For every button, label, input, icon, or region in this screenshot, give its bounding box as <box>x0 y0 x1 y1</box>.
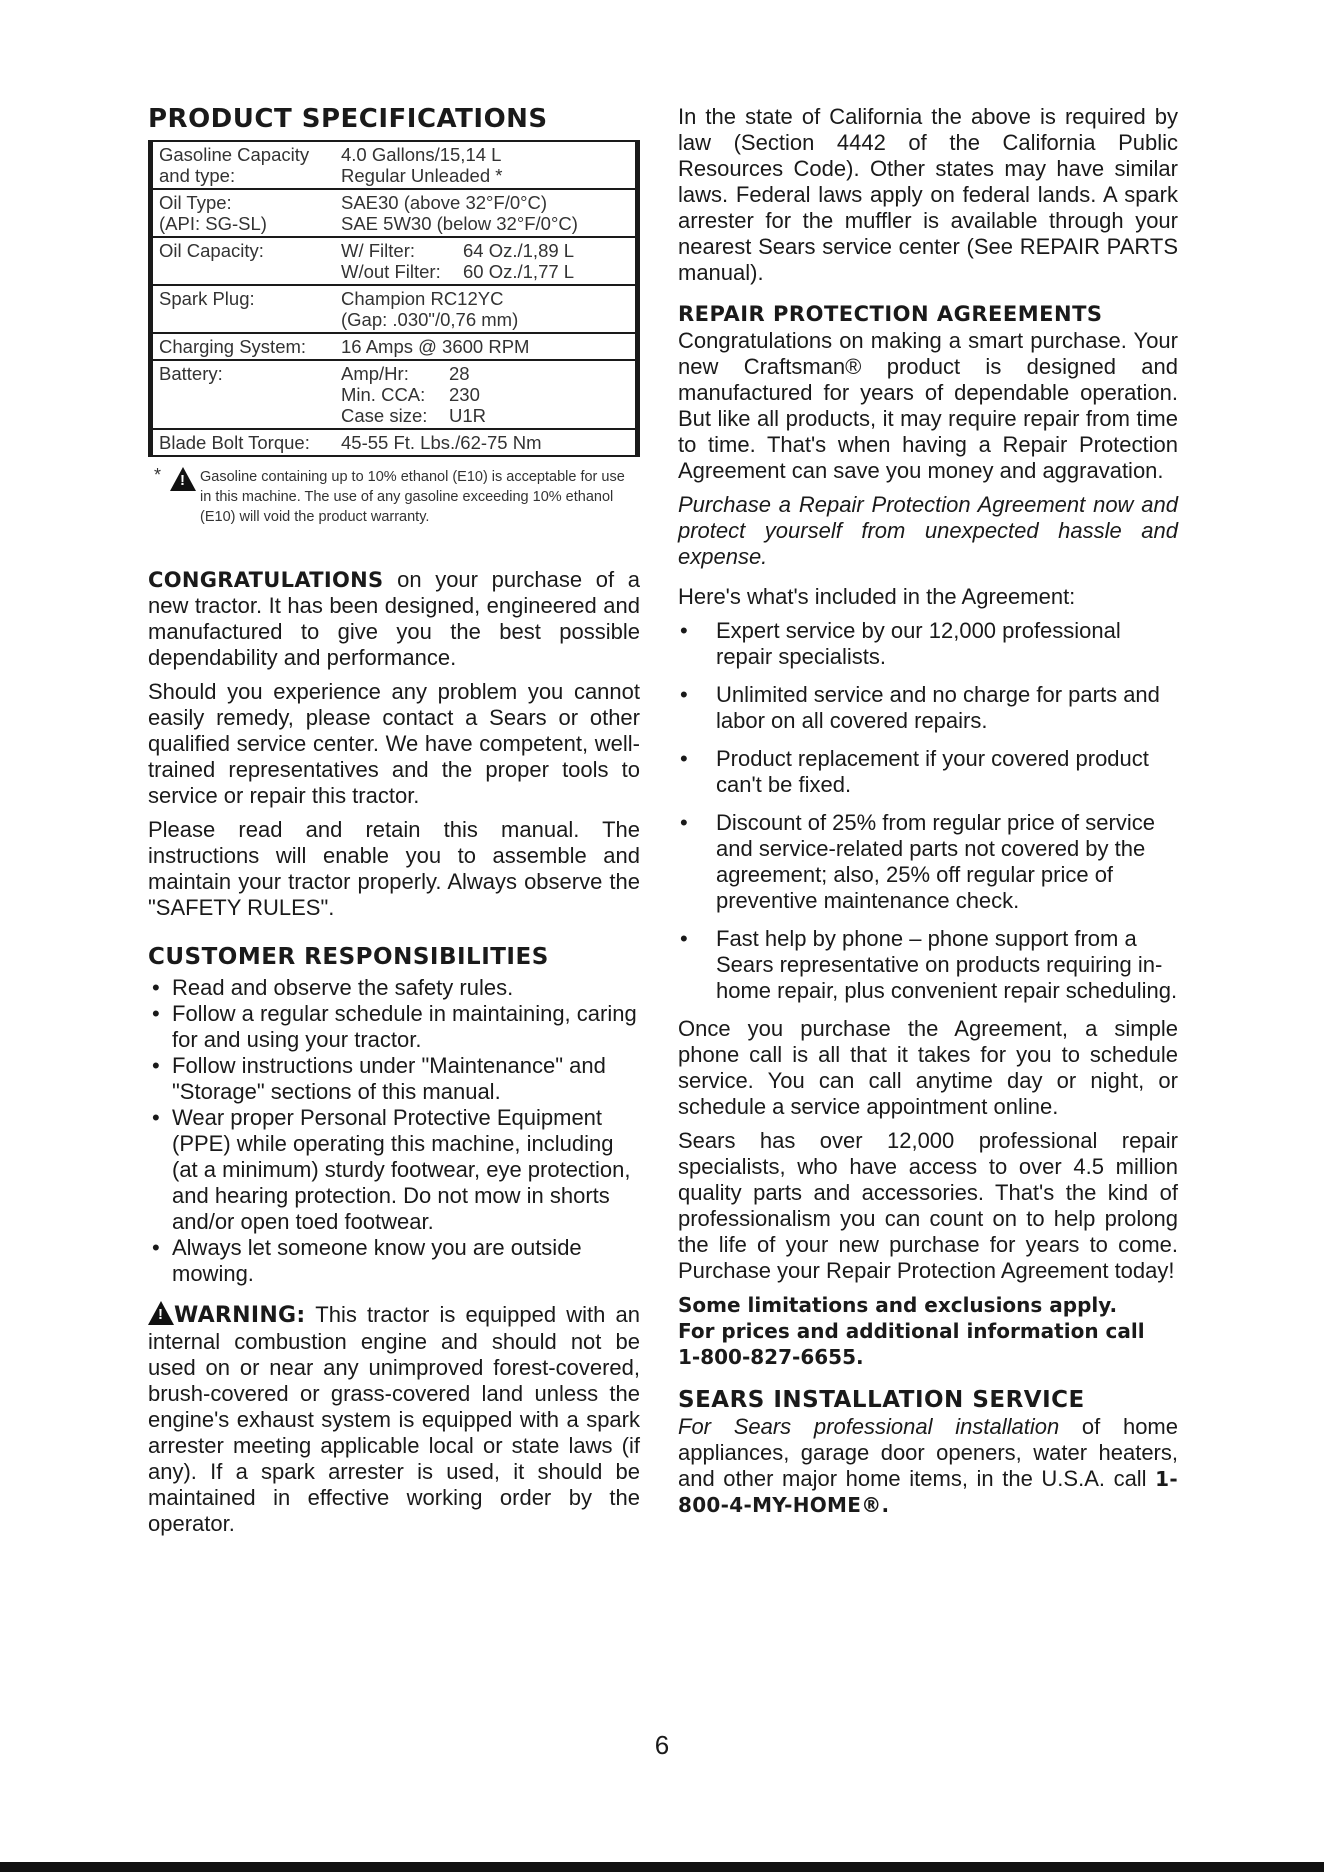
installation-service-heading: SEARS INSTALLATION SERVICE <box>678 1387 1085 1413</box>
responsibilities-list <box>148 975 640 1287</box>
list-item: • Discount of 25% from regular price of service and service-related parts not covered by the agreement; also, 25% off regular price of preventive maintenance check. <box>678 810 1178 914</box>
list-item: • Unlimited service and no charge for parts and labor on all covered repairs. <box>678 682 1178 734</box>
spec-value: (Gap: .030"/0,76 mm) <box>341 309 519 330</box>
congratulations-paragraph: CONGRATULATIONS on your purchase of a new tractor. It has been designed, engineered and manufactured to give you the best possible dependability and performance. <box>148 567 640 670</box>
spec-label: Gasoline Capacity <box>159 144 310 165</box>
spec-row-battery <box>151 360 638 429</box>
spec-value: SAE30 (above 32°F/0°C) <box>341 192 548 213</box>
spec-value: SAE 5W30 (below 32°F/0°C) <box>341 213 578 234</box>
service-center-paragraph: Should you experience any problem you cannot easily remedy, please contact a Sears or other qualified service center. We have competent, well-trained representatives and the proper tools to service or repair this tractor. <box>148 679 640 808</box>
list-item: • Product replacement if your covered product can't be fixed. <box>678 746 1178 798</box>
agreement-benefits-list <box>678 618 1178 1004</box>
spec-key: Min. CCA: <box>341 384 426 405</box>
spec-row-charging <box>151 333 638 360</box>
spec-row-blade-torque <box>151 429 638 456</box>
spec-value: Regular Unleaded * <box>341 165 503 186</box>
spec-key: W/ Filter: <box>341 240 415 261</box>
spec-value: 60 Oz./1,77 L <box>463 261 575 282</box>
list-item: • Read and observe the safety rules. <box>148 975 640 1001</box>
list-item: • Follow a regular schedule in maintaining, caring for and using your tractor. <box>148 1001 640 1053</box>
right-column <box>678 104 1178 1518</box>
spec-row-spark-plug <box>151 285 638 333</box>
spec-value: 16 Amps @ 3600 RPM <box>341 336 530 357</box>
spec-value: U1R <box>449 405 487 426</box>
left-column <box>148 104 640 1537</box>
spec-key: Amp/Hr: <box>341 363 409 384</box>
product-specifications-heading: PRODUCT SPECIFICATIONS <box>148 104 548 134</box>
spec-key: Case size: <box>341 405 428 426</box>
warning-triangle-icon <box>148 1301 174 1325</box>
spec-label: Battery: <box>159 363 223 384</box>
spec-value: 28 <box>449 363 470 384</box>
list-item: • Wear proper Personal Protective Equipment (PPE) while operating this machine, including (at a minimum) sturdy footwear, eye protection, and hearing protection. Do not mow in shorts and/or open toed footwear. <box>148 1105 640 1235</box>
repair-protection-heading: REPAIR PROTECTION AGREEMENTS <box>678 302 1103 326</box>
list-item: • Always let someone know you are outside mowing. <box>148 1235 640 1287</box>
spec-label: Charging System: <box>159 336 307 357</box>
spec-table <box>148 140 640 457</box>
page-number: 6 <box>654 1730 670 1760</box>
spec-label: Blade Bolt Torque: <box>159 432 310 453</box>
spec-label: and type: <box>159 165 236 186</box>
warning-paragraph: !WARNING: This tractor is equipped with an internal combustion engine and should not be used on or near any unimproved forest-covered, brush-covered or grass-covered land unless the engine's exhaust system is equipped with a spark arrester meeting applicable local or state laws (if any). If a spark arrester is used, it should be maintained in effective working order by the operator. <box>148 1301 640 1537</box>
rpa-italic-paragraph: Purchase a Repair Protection Agreement now and protect yourself from unexpected hassle and expense. <box>678 492 1178 569</box>
schedule-service-paragraph: Once you purchase the Agreement, a simple phone call is all that it takes for you to schedule service. You can call anytime day or night, or schedule a service appointment online. <box>678 1016 1178 1119</box>
sears-specialists-paragraph: Sears has over 12,000 professional repair specialists, who have access to over 4.5 million quality parts and accessories. That's the kind of professionalism you can count on to help prolong the life of your new purchase for years to come. Purchase your Repair Protection Agreement today! <box>678 1128 1178 1283</box>
footnote-asterisk: * <box>154 465 162 485</box>
spec-value: 230 <box>449 384 480 405</box>
spec-value: 45-55 Ft. Lbs./62-75 Nm <box>341 432 542 453</box>
read-manual-paragraph: Please read and retain this manual. The instructions will enable you to assemble and maintain your tractor properly. Always observe the "SAFETY RULES". <box>148 817 640 920</box>
list-item: • Expert service by our 12,000 professional repair specialists. <box>678 618 1178 670</box>
bottom-rule <box>0 1862 1324 1872</box>
spec-label: Oil Capacity: <box>159 240 264 261</box>
spec-key: W/out Filter: <box>341 261 441 282</box>
prices-info-text: For prices and additional information call <box>678 1319 1145 1343</box>
ethanol-note-text: Gasoline containing up to 10% ethanol (E10) is acceptable for use in this machine. The use of any gasoline exceeding 10% ethanol (E10) will void the product warranty. <box>200 469 625 525</box>
spec-label: (API: SG-SL) <box>159 213 267 234</box>
rpa-intro-paragraph: Congratulations on making a smart purchase. Your new Craftsman® product is designed and manufactured for years of dependable operation. But like all products, it may require repair from time to time. That's when having a Repair Protection Agreement can save you money and aggravation. <box>678 328 1178 483</box>
spec-label: Oil Type: <box>159 192 232 213</box>
installation-phone: 1-800-4-MY-HOME®. <box>678 1467 1178 1517</box>
spec-row-oil-type <box>151 189 638 237</box>
list-item: • Follow instructions under "Maintenance" and "Storage" sections of this manual. <box>148 1053 640 1105</box>
spec-row-oil-capacity <box>151 237 638 285</box>
rpa-included-paragraph: Here's what's included in the Agreement: <box>678 584 1076 609</box>
spec-value: 64 Oz./1,89 L <box>463 240 575 261</box>
spec-value: Champion RC12YC <box>341 288 504 309</box>
list-item: • Fast help by phone – phone support from a Sears representative on products requiring in-home repair, plus convenient repair scheduling. <box>678 926 1178 1004</box>
customer-responsibilities-heading: CUSTOMER RESPONSIBILITIES <box>148 944 549 970</box>
california-paragraph: In the state of California the above is required by law (Section 4442 of the California Public Resources Code). Other states may have similar laws. Federal laws apply on federal lands. A spark arrester for the muffler is available through your nearest Sears service center (See REPAIR PARTS manual). <box>678 104 1178 285</box>
warning-triangle-icon <box>170 467 196 491</box>
limitations-text: Some limitations and exclusions apply. <box>678 1293 1118 1317</box>
installation-paragraph: For Sears professional installation of home appliances, garage door openers, water heaters, and other major home items, in the U.S.A. call 1-800-4-MY-HOME®. <box>678 1414 1178 1517</box>
congratulations-lead: CONGRATULATIONS <box>148 568 384 592</box>
spec-value: 4.0 Gallons/15,14 L <box>341 144 502 165</box>
spec-label: Spark Plug: <box>159 288 255 309</box>
spec-row-gasoline <box>151 141 638 189</box>
ethanol-note <box>148 467 640 527</box>
warning-lead: WARNING: <box>174 1303 306 1328</box>
phone-number-text: 1-800-827-6655. <box>678 1345 864 1369</box>
